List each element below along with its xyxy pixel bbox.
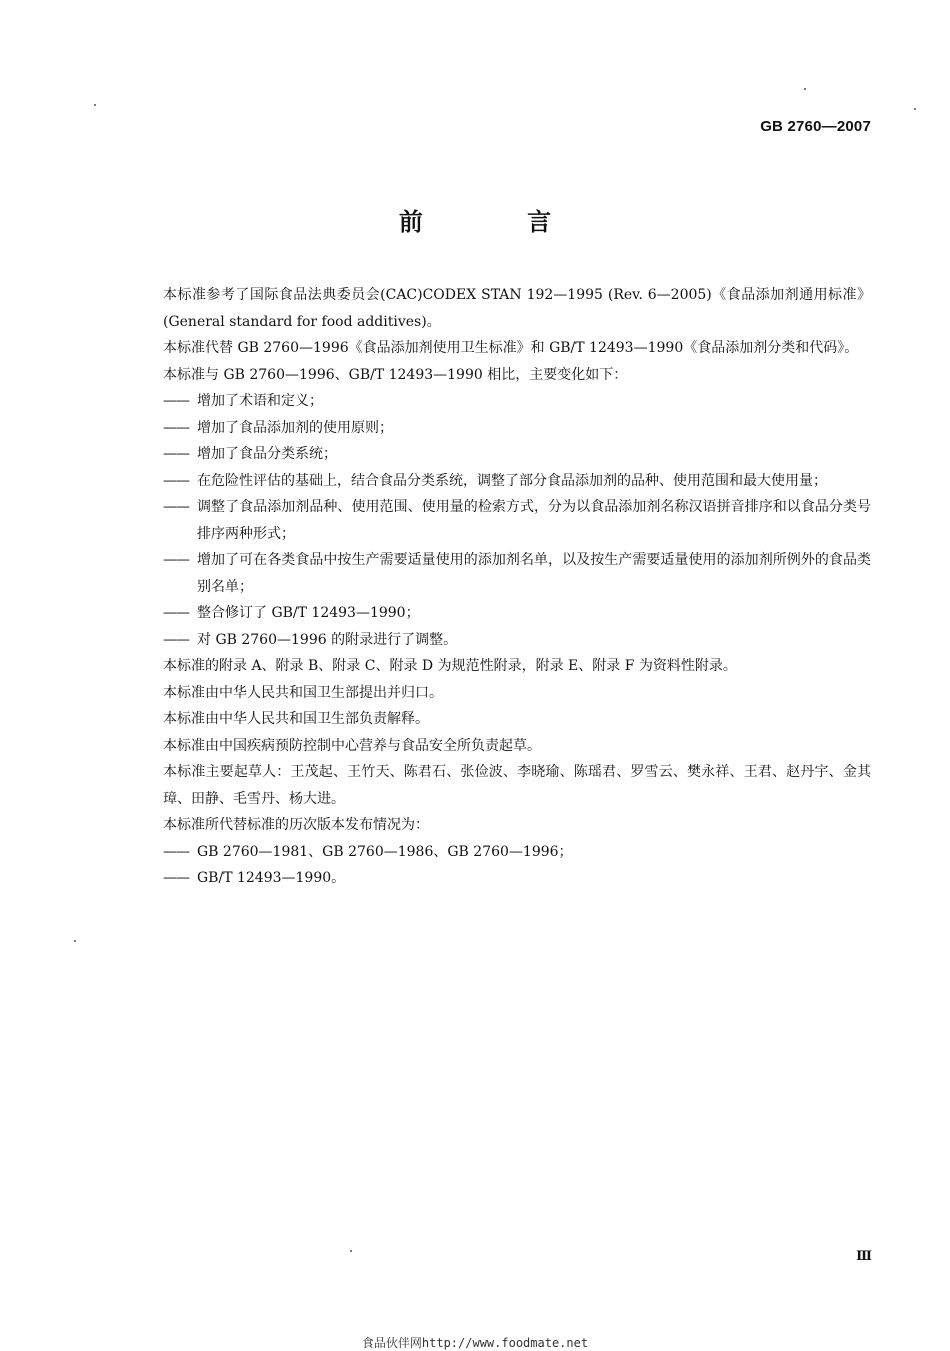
list-item xyxy=(163,547,871,600)
dash-marker: —— xyxy=(163,472,189,489)
dash-marker: —— xyxy=(163,499,189,515)
paragraph-drafted-by: 本标准由中国疾病预防控制中心营养与食品安全所负责起草。 xyxy=(163,737,541,754)
list-item xyxy=(163,441,871,468)
scan-speck xyxy=(804,88,806,90)
dash-marker: —— xyxy=(163,870,189,886)
paragraph-replaces: 本标准代替 GB 2760—1996《食品添加剂使用卫生标准》和 GB/T 12493—1990《食品添加剂分类和代码》。 xyxy=(163,340,859,356)
history-item xyxy=(163,839,871,866)
paragraph-changes-intro: 本标准与 GB 2760—1996、GB/T 12493—1990 相比，主要变化如下： xyxy=(163,366,628,383)
history-item-text: GB 2760—1981、GB 2760—1986、GB 2760—1996； xyxy=(197,843,573,860)
paragraph-history-intro: 本标准所代替标准的历次版本发布情况为： xyxy=(163,817,429,833)
paragraph-proposed-by: 本标准由中华人民共和国卫生部提出并归口。 xyxy=(163,684,443,701)
list-item-text: 增加了食品分类系统； xyxy=(197,446,337,462)
list-item xyxy=(163,388,871,415)
list-item xyxy=(163,415,871,442)
dash-marker: —— xyxy=(163,393,189,409)
dash-marker: —— xyxy=(163,843,189,860)
history-item xyxy=(163,865,871,892)
dash-marker: —— xyxy=(163,446,189,462)
list-item xyxy=(163,627,871,654)
list-item-text: 在危险性评估的基础上，结合食品分类系统，调整了部分食品添加剂的品种、使用范围和最大使用量； xyxy=(197,472,827,489)
scan-speck xyxy=(350,1250,352,1252)
dash-marker: —— xyxy=(163,419,189,436)
paragraph-reference: 本标准参考了国际食品法典委员会(CAC)CODEX STAN 192—1995 (Rev. 6—2005)《食品添加剂通用标准》(General standard for food additives)。 xyxy=(163,287,871,330)
dash-marker: —— xyxy=(163,605,189,621)
foreword-body xyxy=(163,282,871,892)
list-item-text: 增加了术语和定义； xyxy=(197,393,323,409)
paragraph-drafters: 本标准主要起草人：王茂起、王竹天、陈君石、张俭波、李晓瑜、陈瑶君、罗雪云、樊永祥、王君、赵丹宇、金其璋、田静、毛雪丹、杨大进。 xyxy=(163,764,871,807)
list-item xyxy=(163,468,871,495)
list-item-text: 调整了食品添加剂品种、使用范围、使用量的检索方式，分为以食品添加剂名称汉语拼音排序和以食品分类号排序两种形式； xyxy=(197,499,871,542)
dash-marker: —— xyxy=(163,631,189,648)
scan-speck xyxy=(94,104,96,106)
scan-speck xyxy=(74,940,76,942)
list-item-text: 增加了食品添加剂的使用原则； xyxy=(197,419,393,436)
list-item-text: 对 GB 2760—1996 的附录进行了调整。 xyxy=(197,631,458,648)
history-item-text: GB/T 12493—1990。 xyxy=(197,870,346,886)
list-item xyxy=(163,600,871,627)
list-item xyxy=(163,494,871,547)
standard-code: GB 2760—2007 xyxy=(760,118,871,135)
paragraph-annexes: 本标准的附录 A、附录 B、附录 C、附录 D 为规范性附录，附录 E、附录 F 为资料性附录。 xyxy=(163,658,737,674)
watermark-footer: 食品伙伴网http://www.foodmate.net xyxy=(361,1336,589,1350)
paragraph-interpreted-by: 本标准由中华人民共和国卫生部负责解释。 xyxy=(163,711,429,727)
scan-speck xyxy=(914,108,916,110)
page-number: Ⅲ xyxy=(856,1249,872,1264)
list-item-text: 整合修订了 GB/T 12493—1990； xyxy=(197,605,420,621)
list-item-text: 增加了可在各类食品中按生产需要适量使用的添加剂名单，以及按生产需要适量使用的添加剂所例外的食品类别名单； xyxy=(197,552,871,595)
dash-marker: —— xyxy=(163,552,189,568)
page-title: 前 言 xyxy=(398,208,600,236)
